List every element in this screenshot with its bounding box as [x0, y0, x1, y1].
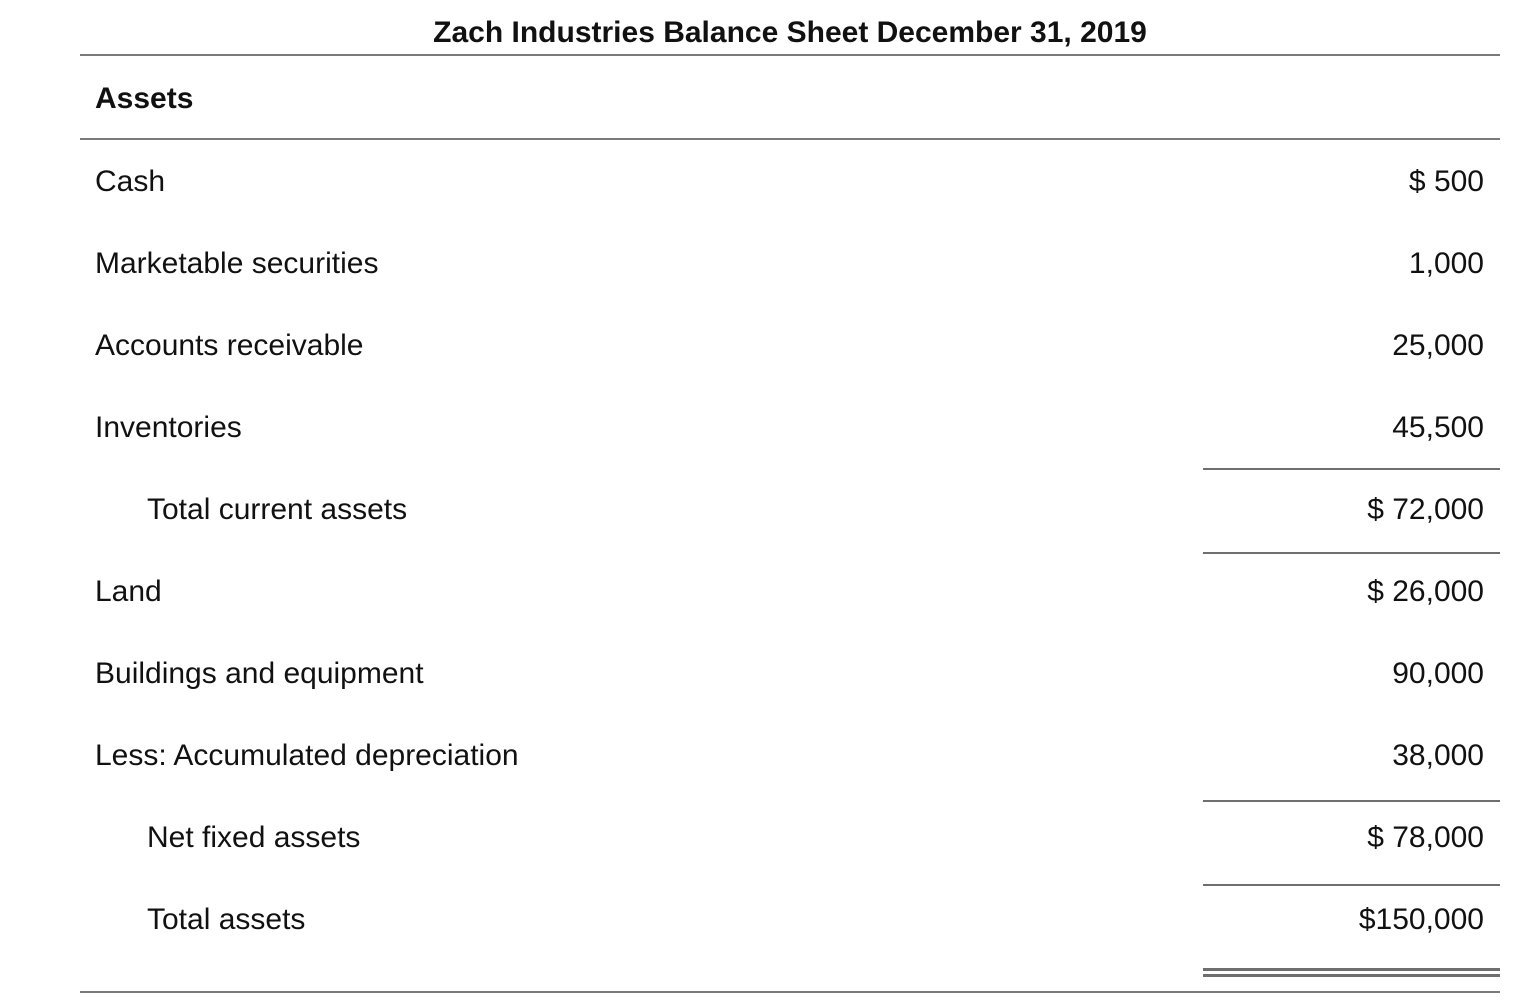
- row-label: Marketable securities: [95, 247, 379, 280]
- row-label: Net fixed assets: [147, 821, 361, 854]
- balance-sheet: [80, 0, 1500, 960]
- row-total-current-assets: [80, 468, 1500, 550]
- subtotal-rule-fixed-bottom: [1203, 884, 1500, 886]
- row-amount: $ 500: [1408, 165, 1484, 198]
- row-label: Buildings and equipment: [95, 657, 424, 690]
- row-label: Total current assets: [147, 493, 408, 526]
- table-bottom-rule: [80, 991, 1500, 993]
- row-cash: [80, 140, 1500, 222]
- row-label: Inventories: [95, 411, 242, 444]
- row-buildings-and-equipment: [80, 632, 1500, 714]
- row-accounts-receivable: [80, 304, 1500, 386]
- row-label: Less: Accumulated depreciation: [95, 739, 519, 772]
- section-header-assets: Assets: [80, 56, 1500, 140]
- row-marketable-securities: [80, 222, 1500, 304]
- subtotal-rule-current-top: [1203, 468, 1500, 470]
- row-label: Land: [95, 575, 162, 608]
- row-total-assets: [80, 878, 1500, 960]
- row-amount: $ 26,000: [1367, 575, 1484, 608]
- subtotal-rule-fixed-top: [1203, 800, 1500, 802]
- row-label: Accounts receivable: [95, 329, 364, 362]
- row-amount: $ 78,000: [1367, 821, 1484, 854]
- row-net-fixed-assets: [80, 796, 1500, 878]
- row-amount: $150,000: [1358, 903, 1484, 936]
- row-amount: 1,000: [1408, 247, 1484, 280]
- row-amount: 45,500: [1392, 411, 1484, 444]
- row-label: Total assets: [147, 903, 306, 936]
- row-land: [80, 550, 1500, 632]
- row-amount: 38,000: [1392, 739, 1484, 772]
- sheet-title: Zach Industries Balance Sheet December 31, 2019: [80, 0, 1500, 56]
- row-accumulated-depreciation: [80, 714, 1500, 796]
- total-double-underline: [1203, 968, 1500, 977]
- row-label: Cash: [95, 165, 166, 198]
- row-amount: 25,000: [1392, 329, 1484, 362]
- row-amount: $ 72,000: [1367, 493, 1484, 526]
- subtotal-rule-current-bottom: [1203, 552, 1500, 554]
- row-inventories: [80, 386, 1500, 468]
- row-amount: 90,000: [1392, 657, 1484, 690]
